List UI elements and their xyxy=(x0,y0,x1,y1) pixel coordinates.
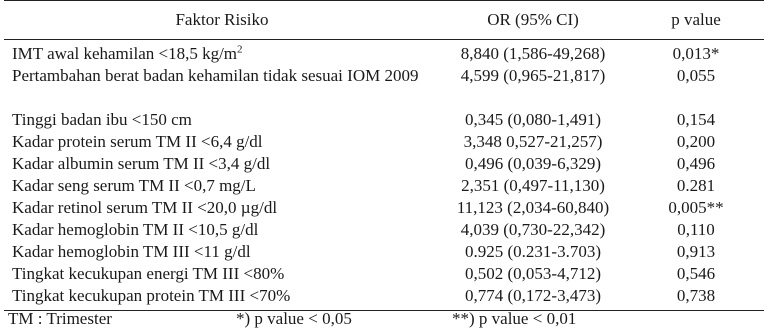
row-p-value: 0,055 xyxy=(676,66,716,85)
row-p-value: 0,546 xyxy=(676,264,716,283)
row-p-value: 0,738 xyxy=(676,286,716,305)
table-body xyxy=(4,40,764,310)
footnote-p001: **) p value < 0,01 xyxy=(452,309,577,328)
row-or: 11,123 (2,034-60,840) xyxy=(456,198,610,217)
table-header xyxy=(4,1,764,39)
row-factor: Tingkat kecukupan energi TM III <80% xyxy=(12,264,285,283)
table-row xyxy=(4,175,764,197)
row-p-value: 0,154 xyxy=(676,110,716,129)
table-row xyxy=(4,109,764,131)
table-row xyxy=(4,131,764,153)
row-factor: Tingkat kecukupan protein TM III <70% xyxy=(12,286,291,305)
row-or: 2,351 (0,497-11,130) xyxy=(461,176,605,195)
table-row xyxy=(4,65,764,109)
table-row xyxy=(4,43,764,65)
table-row xyxy=(4,263,764,285)
header-p-value: p value xyxy=(671,10,721,29)
table-row xyxy=(4,241,764,263)
row-p-value: 0,013* xyxy=(672,44,720,63)
row-or: 0.925 (0.231-3.703) xyxy=(465,242,601,261)
table-row xyxy=(4,285,764,307)
row-factor: IMT awal kehamilan <18,5 $kg/m^2$ xyxy=(12,43,243,63)
row-or: 0,345 (0,080-1,491) xyxy=(465,110,601,129)
row-or: 0,502 (0,053-4,712) xyxy=(465,264,601,283)
row-p-value: 0.281 xyxy=(676,176,716,195)
header-factor: Faktor Risiko xyxy=(175,10,269,29)
row-p-value: 0,200 xyxy=(676,132,716,151)
row-p-value: 0,913 xyxy=(676,242,716,261)
row-or: 4,039 (0,730-22,342) xyxy=(460,220,606,239)
row-p-value: 0,005** xyxy=(668,198,724,217)
row-factor: Tinggi badan ibu <150 cm xyxy=(12,110,192,129)
row-or: 0,774 (0,172-3,473) xyxy=(465,286,601,305)
header-or: OR (95% CI) xyxy=(487,10,579,29)
table-row xyxy=(4,219,764,241)
table-footnote xyxy=(4,308,764,330)
row-or: 0,496 (0,039-6,329) xyxy=(465,154,601,173)
row-factor: Kadar albumin serum TM II <3,4 g/dl xyxy=(12,154,271,173)
row-factor: Kadar protein serum TM II <6,4 g/dl xyxy=(12,132,263,151)
row-factor: Kadar retinol serum TM II <20,0 µg/dl xyxy=(12,198,278,217)
row-p-value: 0,110 xyxy=(677,220,715,239)
table-row xyxy=(4,197,764,219)
footnote-p005: *) p value < 0,05 xyxy=(236,309,352,328)
row-p-value: 0,496 xyxy=(676,154,716,173)
row-or: 8,840 (1,586-49,268) xyxy=(460,44,606,63)
row-factor: Pertambahan berat badan kehamilan tidak sesuai IOM 2009 xyxy=(12,66,419,85)
footnote-trimester: TM : Trimester xyxy=(8,309,112,328)
risk-factor-table xyxy=(4,0,764,311)
row-factor: Kadar hemoglobin TM III <11 g/dl xyxy=(12,242,251,261)
row-or: 4,599 (0,965-21,817) xyxy=(460,66,606,85)
row-factor: Kadar hemoglobin TM II <10,5 g/dl xyxy=(12,220,259,239)
table-row xyxy=(4,153,764,175)
row-or: 3,348 0,527-21,257) xyxy=(463,132,603,151)
row-factor: Kadar seng serum TM II <0,7 mg/L xyxy=(12,176,256,195)
